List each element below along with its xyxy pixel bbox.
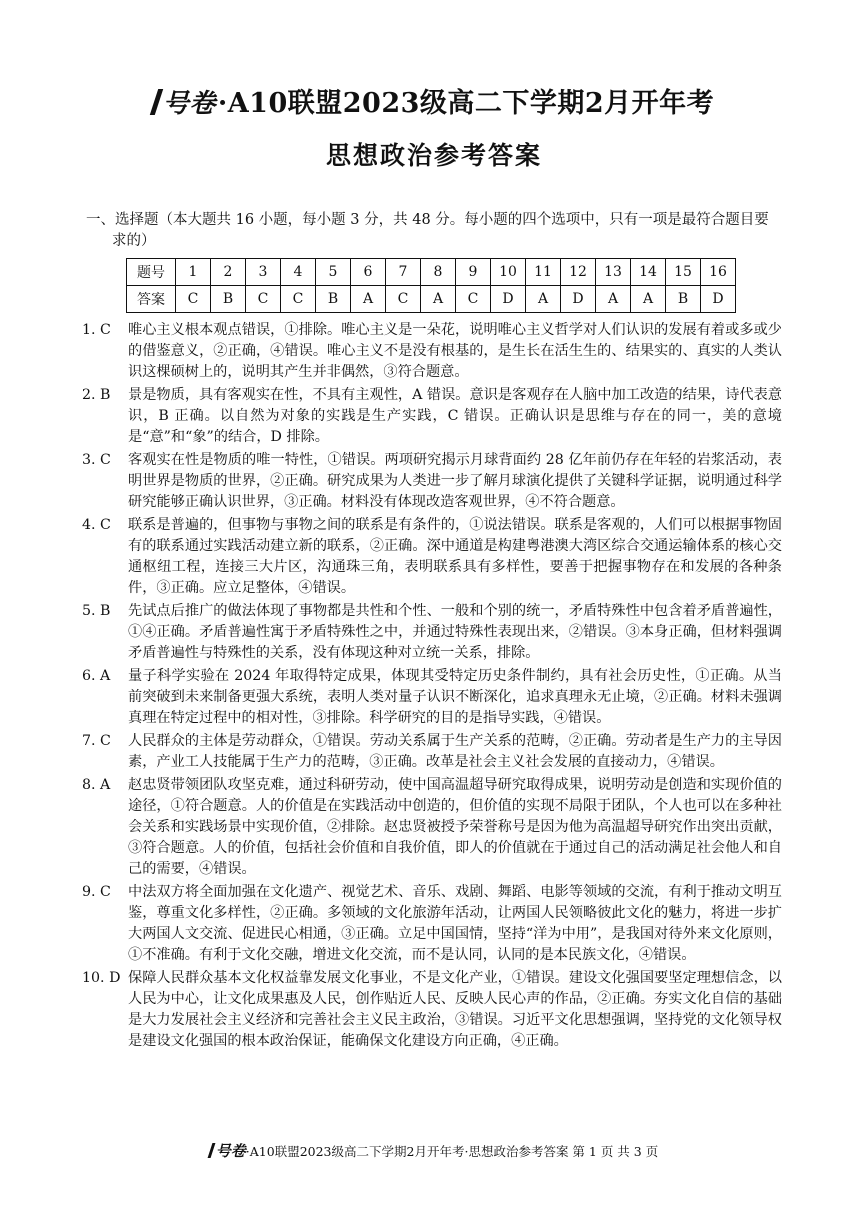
explanation-item <box>82 882 782 966</box>
answer-cell: C <box>281 286 316 313</box>
answer-cell: A <box>526 286 561 313</box>
answer-cell: A <box>596 286 631 313</box>
number-row <box>127 259 736 286</box>
item-number: 8. A <box>82 777 111 793</box>
number-cell: 4 <box>281 259 316 286</box>
explanation-list <box>82 320 782 1054</box>
answer-cell: C <box>176 286 211 313</box>
number-cell: 8 <box>421 259 456 286</box>
item-number: 9. C <box>82 884 111 900</box>
item-number: 3. C <box>82 452 111 468</box>
number-cell: 3 <box>246 259 281 286</box>
explanation-item <box>82 320 782 383</box>
answer-row-label: 答案 <box>127 286 176 313</box>
logo-mark-icon <box>150 89 163 115</box>
explanation-item <box>82 731 782 773</box>
item-number: 2. B <box>82 387 111 403</box>
item-text: 赵忠贤带领团队攻坚克难，通过科研劳动，使中国高温超导研究取得成果，说明劳动是创造和实现价值的途径，①符合题意。人的价值是在实践活动中创造的，但价值的实现不局限于团队，个人也可以在多种社会关系和实践场景中实现价值，②排除。赵忠贤被授予荣誉称号是因为他为高温超导研究作出突出贡献，③符合题意。人的价值，包括社会价值和自我价值，即人的价值就在于通过自己的活动满足社会他人和自己的需要，④错误。 <box>128 777 782 877</box>
explanation-item <box>82 968 782 1052</box>
item-text: 景是物质，具有客观实在性，不具有主观性，A 错误。意识是客观存在人脑中加工改造的结果，诗代表意识，B 正确。以自然为对象的实践是生产实践，C 错误。正确认识是思维与存在的同一，美的意境是“意”和“象”的结合，D 排除。 <box>128 387 782 445</box>
item-text: 先试点后推广的做法体现了事物都是共性和个性、一般和个别的统一，矛盾特殊性中包含着矛盾普遍性，①④正确。矛盾普遍性寓于矛盾特殊性之中，并通过特殊性表现出来，②错误。③本身正确，但材料强调矛盾普遍性与特殊性的关系，没有体现这种对立统一关系，排除。 <box>128 603 782 661</box>
item-text: 联系是普遍的，但事物与事物之间的联系是有条件的，①说法错误。联系是客观的，人们可以根据事物固有的联系通过实践活动建立新的联系，②正确。深中通道是构建粤港澳大湾区综合交通运输体系的核心交通枢纽工程，连接三大片区，沟通珠三角，表明联系具有多样性，要善于把握事物存在和发展的各种条件，③正确。应立足整体，④错误。 <box>128 517 782 596</box>
number-cell: 14 <box>631 259 666 286</box>
footer-text: ·A10联盟2023级高二下学期2月开年考·思想政治参考答案 第 1 页 共 3 页 <box>245 1144 659 1159</box>
item-text: 保障人民群众基本文化权益靠发展文化事业，不是文化产业，①错误。建设文化强国要坚定理想信念，以人民为中心，让文化成果惠及人民，创作贴近人民、反映人民心声的作品，②正确。夯实文化自信的基础是大力发展社会主义经济和完善社会主义民主政治，③错误。习近平文化思想强调，坚持党的文化领导权是建设文化强国的根本政治保证，能确保文化建设方向正确，④正确。 <box>128 970 782 1049</box>
explanation-item <box>82 515 782 599</box>
answer-cell: D <box>491 286 526 313</box>
item-number: 7. C <box>82 733 111 749</box>
page-footer <box>0 1140 868 1161</box>
answer-cell: A <box>351 286 386 313</box>
item-text: 客观实在性是物质的唯一特性，①错误。两项研究揭示月球背面约 28 亿年前仍存在年轻的岩浆活动，表明世界是物质的世界，②正确。研究成果为人类进一步了解月球演化提供了关键科学证据，说明通过科学研究能够正确认识世界，③正确。材料没有体现改造客观世界，④不符合题意。 <box>128 452 782 510</box>
main-title <box>0 86 868 122</box>
section-heading <box>86 210 786 252</box>
number-cell: 6 <box>351 259 386 286</box>
number-cell: 10 <box>491 259 526 286</box>
number-cell: 2 <box>211 259 246 286</box>
title-line1: ·A10联盟2023级高二下学期2月开年考 <box>217 88 715 119</box>
item-number: 1. C <box>82 322 111 338</box>
item-number: 10. D <box>82 970 121 986</box>
explanation-item <box>82 601 782 664</box>
item-text: 人民群众的主体是劳动群众，①错误。劳动关系属于生产关系的范畴，②正确。劳动者是生产力的主导因素，产业工人技能属于生产力的范畴，③正确。改革是社会主义社会发展的直接动力，④错误。 <box>128 733 782 770</box>
number-cell: 12 <box>561 259 596 286</box>
number-cell: 13 <box>596 259 631 286</box>
answer-cell: B <box>211 286 246 313</box>
item-number: 5. B <box>82 603 111 619</box>
item-number: 6. A <box>82 668 111 684</box>
number-cell: 15 <box>666 259 701 286</box>
footer-logo-text: 号卷 <box>215 1142 246 1160</box>
answer-row <box>127 286 736 313</box>
number-row-label: 题号 <box>127 259 176 286</box>
answer-cell: B <box>316 286 351 313</box>
answer-cell: B <box>666 286 701 313</box>
logo-text: 号卷 <box>162 89 216 119</box>
document-header <box>0 86 868 172</box>
brand-logo <box>154 89 216 119</box>
number-cell: 7 <box>386 259 421 286</box>
item-text: 量子科学实验在 2024 年取得特定成果，体现其受特定历史条件制约，具有社会历史性，①正确。从当前突破到未来制备更强大系统，表明人类对量子认识不断深化，追求真理永无止境，②正确。材料未强调真理在特定过程中的相对性，③排除。科学研究的目的是指导实践，④错误。 <box>128 668 782 726</box>
answer-cell: A <box>631 286 666 313</box>
item-text: 中法双方将全面加强在文化遗产、视觉艺术、音乐、戏剧、舞蹈、电影等领域的交流，有利于推动文明互鉴，尊重文化多样性，②正确。多领域的文化旅游年活动，让两国人民领略彼此文化的魅力，将进一步扩大两国人文交流、促进民心相通，③正确。立足中国国情，坚持“洋为中用”，是我国对待外来文化原则，①不准确。有利于文化交融，增进文化交流，而不是认同，认同的是本民族文化，④错误。 <box>128 884 782 963</box>
answer-cell: C <box>386 286 421 313</box>
number-cell: 1 <box>176 259 211 286</box>
number-cell: 9 <box>456 259 491 286</box>
item-number: 4. C <box>82 517 111 533</box>
subtitle: 思想政治参考答案 <box>325 141 542 170</box>
item-text: 唯心主义根本观点错误，①排除。唯心主义是一朵花，说明唯心主义哲学对人们认识的发展有着或多或少的借鉴意义，②正确，④错误。唯心主义不是没有根基的，是生长在活生生的、结果实的、真实的人类认识这棵硕树上的，说明其产生并非偶然，③符合题意。 <box>128 322 782 380</box>
answer-cell: D <box>701 286 736 313</box>
number-cell: 11 <box>526 259 561 286</box>
explanation-item <box>82 385 782 448</box>
section-heading-text: 一、选择题（本大题共 16 小题，每小题 3 分，共 48 分。每小题的四个选项中，只有一项是最符合题目要 <box>86 212 769 228</box>
explanation-item <box>82 666 782 729</box>
explanation-item <box>82 775 782 880</box>
section-heading-cont: 求的） <box>112 233 156 249</box>
answer-cell: A <box>421 286 456 313</box>
number-cell: 16 <box>701 259 736 286</box>
answer-cell: D <box>561 286 596 313</box>
answer-cell: C <box>456 286 491 313</box>
footer-logo <box>210 1142 246 1160</box>
answer-table <box>126 258 736 313</box>
answer-cell: C <box>246 286 281 313</box>
number-cell: 5 <box>316 259 351 286</box>
logo-mark-icon <box>207 1143 215 1158</box>
explanation-item <box>82 450 782 513</box>
